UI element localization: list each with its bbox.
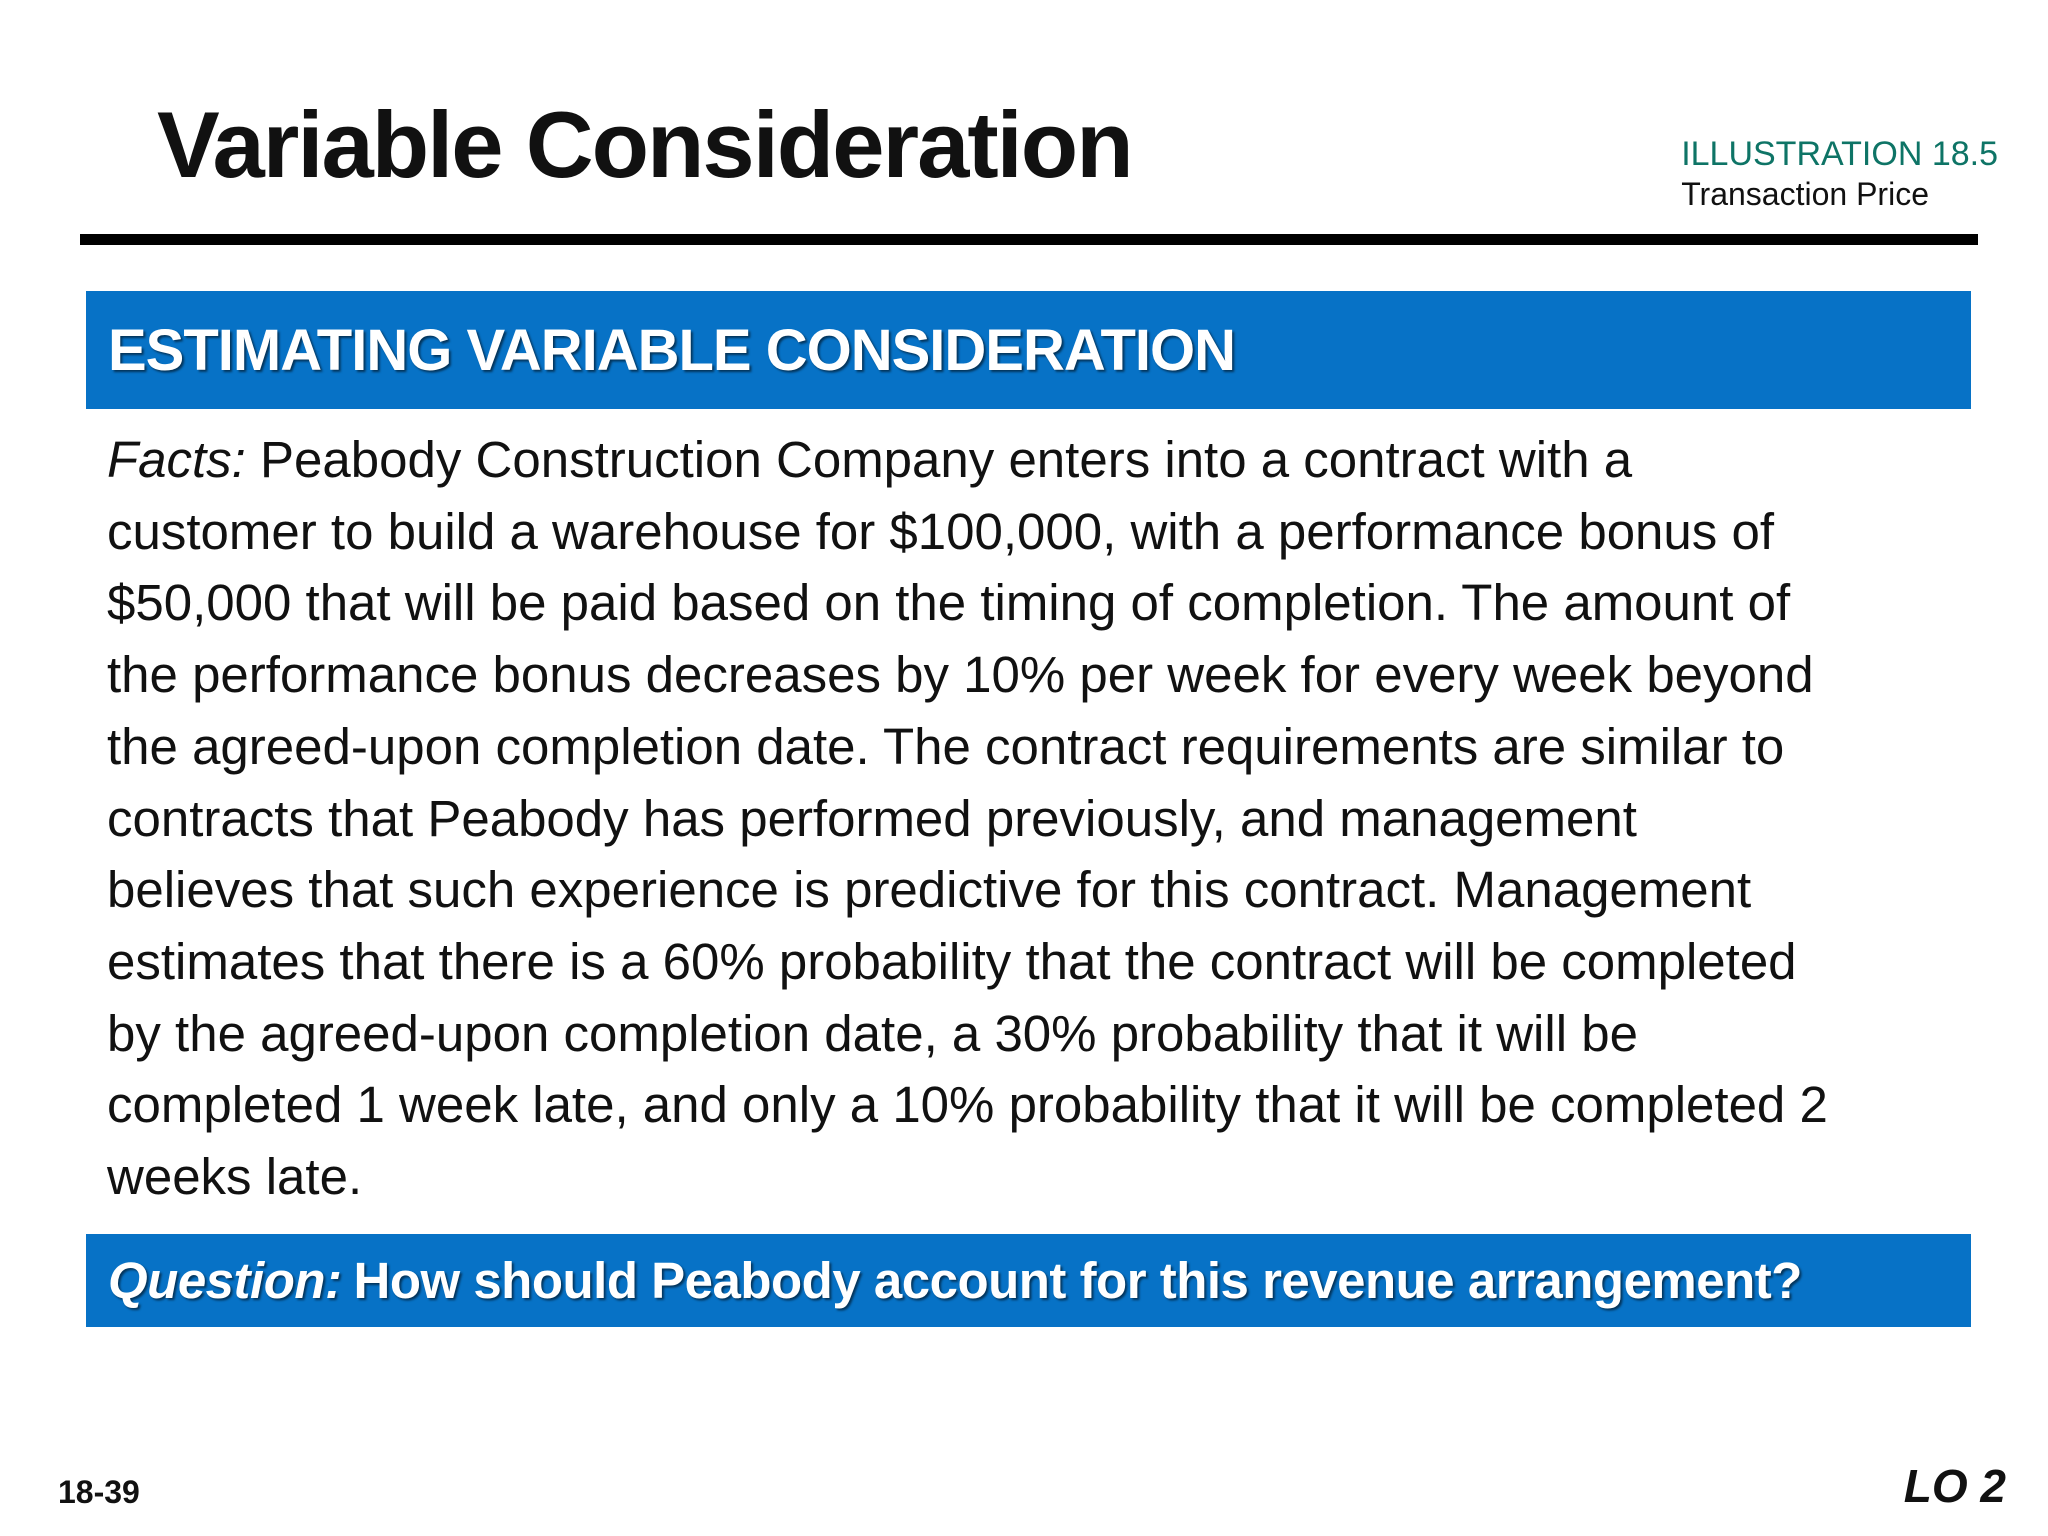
title-divider xyxy=(80,234,1978,245)
question-label: Question: xyxy=(108,1252,342,1309)
facts-line: completed 1 week late, and only a 10% probability that it will be completed 2 xyxy=(107,1076,1828,1134)
illustration-label: ILLUSTRATION 18.5 xyxy=(1681,135,1998,173)
facts-line: customer to build a warehouse for $100,000, with a performance bonus of xyxy=(107,502,1774,560)
facts-line: the performance bonus decreases by 10% per week for every week beyond xyxy=(107,646,1814,704)
facts-label: Facts: xyxy=(107,431,246,488)
question-text: How should Peabody account for this revenue arrangement? xyxy=(353,1252,1802,1309)
section-header-banner xyxy=(86,291,1971,409)
page-number: 18-39 xyxy=(58,1474,140,1510)
facts-line: the agreed-upon completion date. The contract requirements are similar to xyxy=(107,717,1785,775)
facts-line: estimates that there is a 60% probability that the contract will be completed xyxy=(107,932,1797,990)
illustration-subtitle: Transaction Price xyxy=(1681,175,1929,212)
facts-paragraph xyxy=(107,424,1987,1213)
question-banner xyxy=(86,1234,1971,1327)
facts-line: weeks late. xyxy=(107,1148,363,1206)
section-header-text: ESTIMATING VARIABLE CONSIDERATION xyxy=(108,317,1235,383)
slide-title: Variable Consideration xyxy=(157,92,1132,197)
facts-line: by the agreed-upon completion date, a 30% probability that it will be xyxy=(107,1004,1638,1062)
facts-line: believes that such experience is predictive for this contract. Management xyxy=(107,861,1752,919)
facts-line xyxy=(107,424,1987,496)
learning-objective-label: LO 2 xyxy=(1903,1460,2006,1512)
facts-line-text: Peabody Construction Company enters into a contract with a xyxy=(245,431,1633,488)
illustration-reference xyxy=(1681,134,1998,213)
facts-line: contracts that Peabody has performed previously, and management xyxy=(107,789,1637,847)
facts-line: $50,000 that will be paid based on the timing of completion. The amount of xyxy=(107,574,1791,632)
